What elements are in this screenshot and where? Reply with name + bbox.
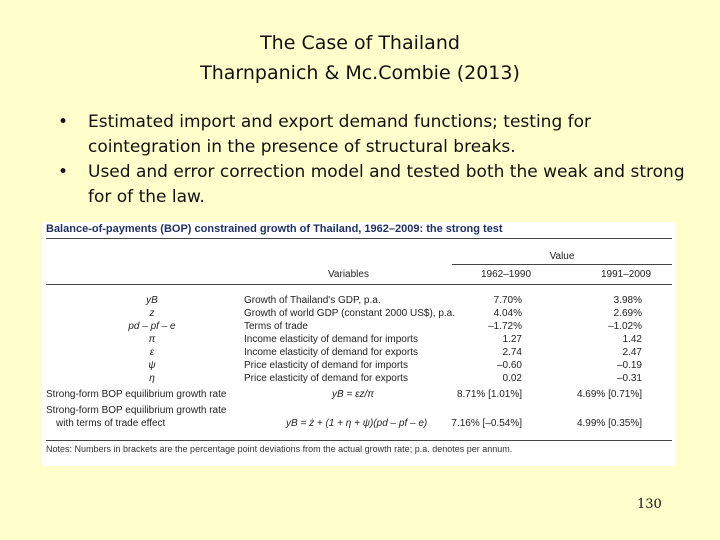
table-top-rule: [46, 238, 672, 239]
bullet-text: Used and error correction model and tested both the weak and strong for of the law.: [88, 162, 685, 207]
page-number: 130: [637, 497, 662, 512]
strong-tot-label-2: with terms of trade effect: [56, 418, 166, 429]
row-symbol: η: [149, 373, 155, 384]
strong-tot-value-1: 7.16% [–0.54%]: [451, 418, 522, 429]
row-symbol: yB: [146, 295, 158, 306]
period2-header: 1991–2009: [600, 269, 652, 280]
row-value-2: 1.42: [622, 334, 642, 345]
row-value-2: –1.02%: [608, 321, 642, 332]
row-value-2: 2.47: [622, 347, 642, 358]
strong-tot-label-1: Strong-form BOP equilibrium growth rate: [46, 405, 227, 416]
row-label: Growth of world GDP (constant 2000 US$), p.a.: [244, 308, 456, 319]
bullet-dot: •: [58, 162, 69, 182]
table-caption: Balance-of-payments (BOP) constrained growth of Thailand, 1962–2009: the strong test: [46, 223, 503, 235]
row-value-1: –0.60: [496, 360, 522, 371]
strong-tot-formula: yB = ż + (1 + η + ψ)(pd – pf – e): [286, 418, 428, 429]
row-symbol: ψ: [148, 360, 156, 371]
bullet-text: Estimated import and export demand functions; testing for cointegration in the presence of structural breaks.: [88, 112, 592, 157]
slide-title-line1: The Case of Thailand: [260, 32, 460, 54]
bullet-item: [58, 110, 698, 160]
row-value-2: 3.98%: [613, 295, 642, 306]
value-underline: [452, 264, 672, 265]
row-value-2: –0.19: [616, 360, 642, 371]
results-table: [42, 222, 676, 466]
row-value-2: –0.31: [616, 373, 642, 384]
row-value-1: 4.04%: [493, 308, 522, 319]
row-label: Price elasticity of demand for imports: [244, 360, 408, 371]
row-value-2: 2.69%: [613, 308, 642, 319]
row-label: Terms of trade: [244, 321, 308, 332]
strong-form-formula: yB = εz/π: [332, 389, 374, 400]
row-symbol: ε: [149, 347, 155, 358]
bullet-dot: •: [58, 112, 69, 132]
strong-tot-value-2: 4.99% [0.35%]: [576, 418, 642, 429]
header-rule: [46, 284, 672, 285]
slide-title: [0, 28, 720, 88]
slide-title-line2: Tharnpanich & Mc.Combie (2013): [200, 62, 520, 84]
strong-form-value-2: 4.69% [0.71%]: [576, 389, 642, 400]
bullet-list: [58, 110, 698, 210]
row-symbol: z: [149, 308, 155, 319]
row-value-1: 0.02: [502, 373, 522, 384]
row-label: Price elasticity of demand for exports: [244, 373, 408, 384]
row-value-1: 7.70%: [493, 295, 522, 306]
row-label: Growth of Thailand's GDP, p.a.: [244, 295, 381, 306]
strong-form-label: Strong-form BOP equilibrium growth rate: [46, 389, 227, 400]
row-label: Income elasticity of demand for exports: [244, 347, 418, 358]
row-label: Income elasticity of demand for imports: [244, 334, 418, 345]
row-symbol: π: [148, 334, 156, 345]
period1-header: 1962–1990: [480, 269, 532, 280]
row-value-1: 2.74: [502, 347, 522, 358]
variables-header: Variables: [328, 269, 369, 280]
row-value-1: 1.27: [502, 334, 522, 345]
strong-form-value-1: 8.71% [1.01%]: [456, 389, 522, 400]
row-value-1: –1.72%: [488, 321, 522, 332]
table-bottom-rule: [46, 440, 672, 441]
value-header: Value: [549, 251, 575, 262]
bullet-item: [58, 160, 698, 210]
table-note: Notes: Numbers in brackets are the percentage point deviations from the actual growth rate; p.a. denotes per annum.: [46, 444, 513, 454]
row-symbol: pd – pf – e: [128, 321, 176, 332]
